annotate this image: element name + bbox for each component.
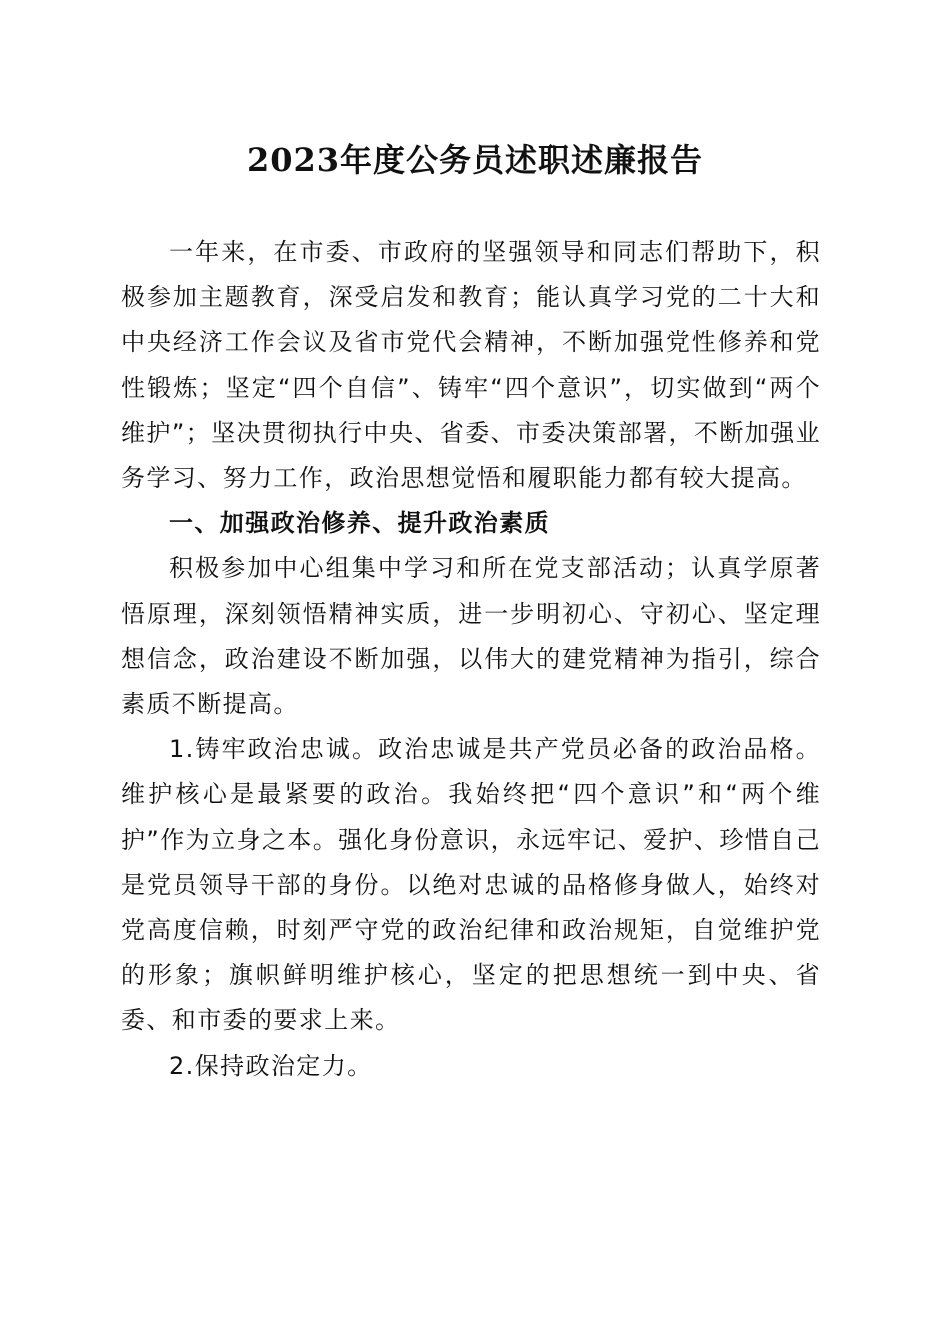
section-heading-1: 一、加强政治修养、提升政治素质 — [169, 509, 550, 538]
item-2-paragraph: 2.保持政治定力。 — [169, 1051, 373, 1080]
section-1-paragraph: 积极参加中心组集中学习和所在党支部活动；认真学原著悟原理，深刻领悟精神实质，进一步明初心、守初心、坚定理想信念，政治建设不断加强，以伟大的建党精神为指引，综合素质不断提高。 — [121, 554, 821, 719]
item-1-paragraph: 1.铸牢政治忠诚。政治忠诚是共产党员必备的政治品格。维护核心是最紧要的政治。我始终把“四个意识”和“两个维护”作为立身之本。强化身份意识，永远牢记、爱护、珍惜自己是党员领导干部的身份。以绝对忠诚的品格修身做人，始终对党高度信赖，时刻严守党的政治纪律和政治规矩，自觉维护党的形象；旗帜鲜明维护核心，坚定的把思想统一到中央、省委、和市委的要求上来。 — [121, 735, 821, 1035]
intro-paragraph: 一年来，在市委、市政府的坚强领导和同志们帮助下，积极参加主题教育，深受启发和教育；能认真学习党的二十大和中央经济工作会议及省市党代会精神，不断加强党性修养和党性锻炼；坚定“四个自信”、铸牢“四个意识”，切实做到“两个维护”；坚决贯彻执行中央、省委、市委决策部署，不断加强业务学习、努力工作，政治思想觉悟和履职能力都有较大提高。 — [121, 238, 821, 493]
document-body — [121, 230, 821, 1089]
document-title: 2023年度公务员述职述廉报告 — [246, 141, 704, 179]
